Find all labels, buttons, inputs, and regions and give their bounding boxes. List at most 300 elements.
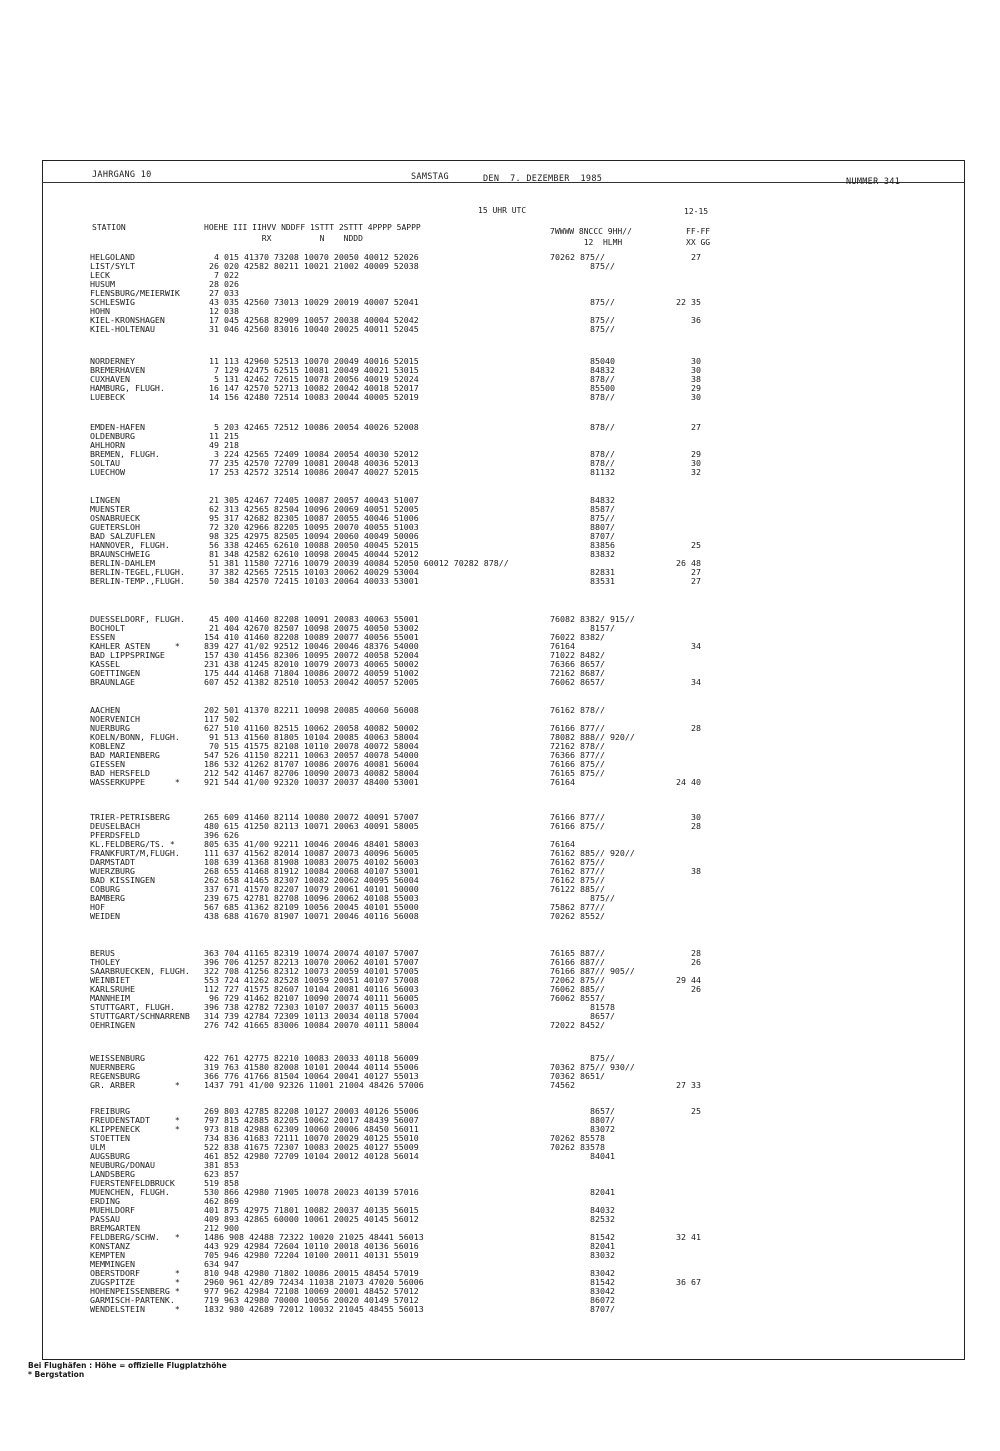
synop-values: 50 384 42570 72415 10103 20064 40033 53001 [204, 576, 419, 586]
cloud-group: 8657/ [590, 1011, 615, 1021]
station-name: HAMBURG, FLUGH. [90, 383, 165, 393]
station-name: ESSEN [90, 632, 115, 642]
synop-values: 72 320 42966 82205 10095 20070 40055 51003 [204, 522, 419, 532]
synop-values: 62 313 42565 82504 10096 20069 40051 52005 [204, 504, 419, 514]
cloud-group: 81542 [590, 1277, 615, 1287]
station-name: ERDING [90, 1196, 120, 1206]
synop-values: 11 215 [204, 431, 239, 441]
synop-values: 2960 961 42/89 72434 11038 21073 47020 56006 [204, 1277, 424, 1287]
synop-values: 366 776 41766 81504 10064 20041 40127 55013 [204, 1071, 419, 1081]
station-name: BERLIN-TEMP.,FLUGH. [90, 576, 185, 586]
station-name: MUENCHEN, FLUGH. [90, 1187, 170, 1197]
station-name: GUETERSLOH [90, 522, 140, 532]
synop-values: 21 305 42467 72405 10087 20057 40043 51007 [204, 495, 419, 505]
synop-values: 37 382 42565 72515 10103 20062 40029 53004 [204, 567, 419, 577]
synop-values: 31 046 42560 83016 10040 20025 40011 52045 [204, 324, 419, 334]
station-name: NOERVENICH [90, 714, 140, 724]
gust-values: 30 [676, 365, 701, 375]
cloud-group: 83531 [590, 576, 615, 586]
weather-group: 76165 875// [550, 768, 605, 778]
gust-values: 26 [676, 984, 701, 994]
cloud-group: 84832 [590, 495, 615, 505]
station-name: HANNOVER, FLUGH. [90, 540, 170, 550]
synop-values: 17 253 42572 32514 10086 20047 40027 52015 [204, 467, 419, 477]
ff-column-subheader: XX GG [686, 238, 711, 247]
station-name: KEMPTEN [90, 1250, 125, 1260]
cloud-group: 83032 [590, 1250, 615, 1260]
weather-group: 70262 83578 [550, 1142, 605, 1152]
synop-values: 4 015 41370 73208 10070 20050 40012 52026 [204, 252, 419, 262]
volume-label: JAHRGANG 10 [92, 170, 152, 180]
cloud-group: 875// [590, 315, 615, 325]
gust-values: 36 [676, 315, 701, 325]
gust-values: 28 [676, 723, 701, 733]
synop-values: 11 113 42960 52513 10070 20049 40016 52015 [204, 356, 419, 366]
gust-values: 25 [676, 1106, 701, 1116]
cloud-group: 8157/ [590, 623, 615, 633]
station-name: AHLHORN [90, 440, 125, 450]
synop-values: 7 129 42475 62515 10081 20049 40021 53015 [204, 365, 419, 375]
weekday-label: SAMSTAG [411, 172, 449, 182]
station-name: FLENSBURG/MEIERWIK [90, 288, 180, 298]
station-name: DEUSELBACH [90, 821, 140, 831]
cloud-group: 83856 [590, 540, 615, 550]
station-name: NUERBURG [90, 723, 130, 733]
weather-group: 72022 8452/ [550, 1020, 605, 1030]
synop-values: 117 502 [204, 714, 239, 724]
synop-values: 21 404 42670 82507 10098 20075 40050 53002 [204, 623, 419, 633]
synop-values: 81 348 42582 62610 10098 20045 40044 52012 [204, 549, 419, 559]
synop-values: 705 946 42980 72204 10100 20011 40131 55019 [204, 1250, 419, 1260]
station-name: FELDBERG/SCHW. * [90, 1232, 180, 1242]
gust-values: 32 41 [676, 1232, 701, 1242]
synop-values: 1832 980 42689 72012 10032 21045 48455 56013 [204, 1304, 424, 1314]
synop-values: 154 410 41460 82208 10089 20077 40056 55001 [204, 632, 419, 642]
gust-values: 30 [676, 392, 701, 402]
station-name: WEISSENBURG [90, 1053, 145, 1063]
gust-values: 28 [676, 821, 701, 831]
weather-group: 76164 [550, 777, 575, 787]
weather-group: 70362 875// 930// [550, 1062, 635, 1072]
weather-group: 71022 8482/ [550, 650, 605, 660]
station-name: FUERSTENFELDBRUCK [90, 1178, 175, 1188]
station-name: REGENSBURG [90, 1071, 140, 1081]
synop-values: 634 947 [204, 1259, 239, 1269]
station-name: DUESSELDORF, FLUGH. [90, 614, 185, 624]
synop-values: 276 742 41665 83006 10084 20070 40111 58004 [204, 1020, 419, 1030]
station-name: LECK [90, 270, 110, 280]
synop-values: 112 727 41575 82607 10104 20081 40116 56003 [204, 984, 419, 994]
gust-values: 30 [676, 812, 701, 822]
station-name: HUSUM [90, 279, 115, 289]
gust-values: 30 [676, 458, 701, 468]
weather-group: 76166 875// [550, 821, 605, 831]
synop-values: 553 724 41262 82528 10059 20051 40107 57008 [204, 975, 419, 985]
ff-column-header: FF-FF [686, 227, 711, 236]
synop-values: 322 708 41256 82312 10073 20059 40101 57005 [204, 966, 419, 976]
synop-values: 108 639 41368 81908 10083 20075 40102 56003 [204, 857, 419, 867]
weather-group: 76062 8657/ [550, 677, 605, 687]
station-name: OBERSTDORF * [90, 1268, 180, 1278]
station-name: MUEHLDORF [90, 1205, 135, 1215]
date-label: DEN 7. DEZEMBER 1985 [483, 174, 603, 184]
weather-group: 78082 888// 920// [550, 732, 635, 742]
synop-values: 269 803 42785 82208 10127 20003 40126 55006 [204, 1106, 419, 1116]
synop-values: 56 338 42465 62610 10088 20050 40045 52015 [204, 540, 419, 550]
synop-values: 45 400 41460 82208 10091 20083 40063 55001 [204, 614, 419, 624]
weather-group: 76062 8557/ [550, 993, 605, 1003]
synop-values: 443 929 42984 72604 10110 20018 40136 56016 [204, 1241, 419, 1251]
cloud-group: 875// [590, 513, 615, 523]
synop-values: 157 430 41456 82306 10095 20072 40058 52004 [204, 650, 419, 660]
station-name: KONSTANZ [90, 1241, 130, 1251]
weather-group: 76082 8382/ 915// [550, 614, 635, 624]
synop-values: 396 706 41257 82213 10070 20062 40101 57007 [204, 957, 419, 967]
synop-values: 175 444 41468 71804 10086 20072 40059 51002 [204, 668, 419, 678]
station-name: WEINBIET [90, 975, 130, 985]
station-name: BRAUNSCHWEIG [90, 549, 150, 559]
synop-values: 396 738 42782 72303 10107 20037 40115 56003 [204, 1002, 419, 1012]
cloud-group: 81578 [590, 1002, 615, 1012]
station-name: NEUBURG/DONAU [90, 1160, 155, 1170]
ff-range-label: 12-15 [684, 207, 709, 216]
weather-group: 70262 875// [550, 252, 605, 262]
cloud-group: 875// [590, 1053, 615, 1063]
synop-values: 522 838 41675 72307 10083 20025 40127 55009 [204, 1142, 419, 1152]
weather-group: 72062 875// [550, 975, 605, 985]
gust-values: 27 [676, 422, 701, 432]
station-name: BERLIN-DAHLEM [90, 558, 155, 568]
gust-values: 27 [676, 576, 701, 586]
weather-group: 76162 878// [550, 705, 605, 715]
station-name: GIESSEN [90, 759, 125, 769]
cloud-group: 84032 [590, 1205, 615, 1215]
synop-values: 17 045 42568 82909 10057 20038 40004 52042 [204, 315, 419, 325]
station-name: FREUDENSTADT * [90, 1115, 180, 1125]
synop-values: 797 815 42885 82205 10062 20017 48439 56007 [204, 1115, 419, 1125]
weather-group: 72162 878// [550, 741, 605, 751]
synop-values: 70 515 41575 82108 10110 20078 40072 58004 [204, 741, 419, 751]
synop-values: 462 869 [204, 1196, 239, 1206]
synop-values: 438 688 41670 81907 10071 20046 40116 56008 [204, 911, 419, 921]
cloud-group: 8587/ [590, 504, 615, 514]
synop-values: 5 131 42462 72615 10078 20056 40019 52024 [204, 374, 419, 384]
station-name: FRANKFURT/M,FLUGH. [90, 848, 180, 858]
station-name: HOF [90, 902, 105, 912]
station-name: KAHLER ASTEN * [90, 641, 180, 651]
cloud-group: 8657/ [590, 1106, 615, 1116]
station-name: PFERDSFELD [90, 830, 140, 840]
cloud-group: 83832 [590, 549, 615, 559]
weather-group: 76166 877// [550, 723, 605, 733]
synop-values: 28 026 [204, 279, 239, 289]
station-name: THOLEY [90, 957, 120, 967]
synop-values: 16 147 42570 52713 10082 20042 40018 52017 [204, 383, 419, 393]
station-name: LANDSBERG [90, 1169, 135, 1179]
gust-values: 24 40 [676, 777, 701, 787]
station-name: BRAUNLAGE [90, 677, 135, 687]
synop-values: 461 852 42980 72709 10104 20012 40128 56014 [204, 1151, 419, 1161]
synop-values: 231 438 41245 82010 10079 20073 40065 50002 [204, 659, 419, 669]
main-column-header: HOEHE III IIHVV NDDFF 1STTT 2STTT 4PPPP 5APPP [204, 223, 421, 232]
station-name: WUERZBURG [90, 866, 135, 876]
gust-values: 28 [676, 948, 701, 958]
synop-values: 314 739 42784 72309 10113 20034 40118 57004 [204, 1011, 419, 1021]
station-name: DARMSTADT [90, 857, 135, 867]
station-name: CUXHAVEN [90, 374, 130, 384]
station-name: OSNABRUECK [90, 513, 140, 523]
station-name: AUGSBURG [90, 1151, 130, 1161]
station-name: SOLTAU [90, 458, 120, 468]
gust-values: 38 [676, 866, 701, 876]
station-column-header: STATION [92, 223, 126, 232]
station-name: KLIPPENECK * [90, 1124, 180, 1134]
cloud-group: 86072 [590, 1295, 615, 1305]
synop-values: 91 513 41560 81805 10104 20085 40063 58004 [204, 732, 419, 742]
station-name: KIEL-HOLTENAU [90, 324, 155, 334]
cloud-group: 83042 [590, 1286, 615, 1296]
synop-values: 810 948 42980 71802 10086 20015 48454 57019 [204, 1268, 419, 1278]
station-name: BAD MARIENBERG [90, 750, 160, 760]
station-name: SCHLESWIG [90, 297, 135, 307]
synop-values: 547 526 41150 82211 10063 20057 40078 54000 [204, 750, 419, 760]
cloud-group: 82831 [590, 567, 615, 577]
cloud-group: 875// [590, 261, 615, 271]
synop-values: 265 609 41460 82114 10080 20072 40091 57007 [204, 812, 419, 822]
synop-values: 77 235 42570 72709 10081 20048 40036 52013 [204, 458, 419, 468]
weather-group: 76022 8382/ [550, 632, 605, 642]
gust-values: 27 [676, 252, 701, 262]
cloud-group: 8707/ [590, 531, 615, 541]
cloud-group: 82041 [590, 1241, 615, 1251]
station-name: BREMEN, FLUGH. [90, 449, 160, 459]
weather-group: 76164 [550, 839, 575, 849]
station-name: STUTTGART, FLUGH. [90, 1002, 175, 1012]
weather-column-header: 7WWWW 8NCCC 9HH// [550, 227, 632, 236]
weather-group: 76122 885// [550, 884, 605, 894]
synop-values: 719 963 42980 70000 10056 20020 40149 57012 [204, 1295, 419, 1305]
cloud-group: 878// [590, 422, 615, 432]
station-name: MUENSTER [90, 504, 130, 514]
weather-group: 76366 877// [550, 750, 605, 760]
station-name: KARLSRUHE [90, 984, 135, 994]
weather-group: 75862 877// [550, 902, 605, 912]
cloud-group: 83072 [590, 1124, 615, 1134]
synop-values: 519 858 [204, 1178, 239, 1188]
cloud-group: 875// [590, 324, 615, 334]
synop-values: 623 857 [204, 1169, 239, 1179]
weather-group: 72162 8687/ [550, 668, 605, 678]
synop-values: 422 761 42775 82210 10083 20033 40118 56009 [204, 1053, 419, 1063]
station-name: MEMMINGEN [90, 1259, 135, 1269]
station-name: KOELN/BONN, FLUGH. [90, 732, 180, 742]
footnote-mountain-station: * Bergstation [28, 1370, 85, 1379]
station-name: ZUGSPITZE * [90, 1277, 180, 1287]
station-name: HOHN [90, 306, 110, 316]
station-name: NORDERNEY [90, 356, 135, 366]
station-name: BREMGARTEN [90, 1223, 140, 1233]
gust-values: 32 [676, 467, 701, 477]
synop-values: 363 704 41165 82319 10074 20074 40107 57007 [204, 948, 419, 958]
synop-values: 977 962 42984 72108 10069 20001 48452 57012 [204, 1286, 419, 1296]
station-name: LINGEN [90, 495, 120, 505]
station-name: OLDENBURG [90, 431, 135, 441]
synop-values: 95 317 42682 82305 10087 20055 40046 51006 [204, 513, 419, 523]
station-name: SAARBRUECKEN, FLUGH. [90, 966, 190, 976]
utc-time-label: 15 UHR UTC [478, 206, 527, 215]
station-name: LIST/SYLT [90, 261, 135, 271]
station-name: BAD KISSINGEN [90, 875, 155, 885]
cloud-group: 878// [590, 458, 615, 468]
cloud-group: 8807/ [590, 1115, 615, 1125]
station-name: BERUS [90, 948, 115, 958]
station-name: BREMERHAVEN [90, 365, 145, 375]
synop-values: 607 452 41382 82510 10053 20042 40057 52005 [204, 677, 419, 687]
gust-values: 36 67 [676, 1277, 701, 1287]
weather-group: 76165 887// [550, 948, 605, 958]
station-name: KASSEL [90, 659, 120, 669]
weather-group: 76162 885// 920// [550, 848, 635, 858]
cloud-group: 81542 [590, 1232, 615, 1242]
synop-values: 1486 908 42488 72322 10020 21025 48441 56013 [204, 1232, 424, 1242]
gust-values: 29 44 [676, 975, 701, 985]
synop-values: 839 427 41/02 92512 10046 20046 48376 54000 [204, 641, 419, 651]
synop-values: 111 637 41562 82014 10087 20073 40096 56005 [204, 848, 419, 858]
weather-group: 70362 8651/ [550, 1071, 605, 1081]
station-name: STOETTEN [90, 1133, 130, 1143]
station-name: OEHRINGEN [90, 1020, 135, 1030]
synop-values: 239 675 42781 82708 10096 20062 40108 55003 [204, 893, 419, 903]
synop-values: 3 224 42565 72409 10084 20054 40030 52012 [204, 449, 419, 459]
synop-values: 7 022 [204, 270, 239, 280]
cloud-group: 83042 [590, 1268, 615, 1278]
weather-group: 74562 [550, 1080, 575, 1090]
cloud-group: 82041 [590, 1187, 615, 1197]
cloud-group: 82532 [590, 1214, 615, 1224]
gust-values: 22 35 [676, 297, 701, 307]
station-name: BAD HERSFELD [90, 768, 150, 778]
cloud-group: 878// [590, 392, 615, 402]
synop-values: 14 156 42480 72514 10083 20044 40005 52019 [204, 392, 419, 402]
gust-values: 26 [676, 957, 701, 967]
cloud-group: 8707/ [590, 1304, 615, 1314]
station-name: EMDEN-HAFEN [90, 422, 145, 432]
synop-values: 212 542 41467 82706 10090 20073 40082 58004 [204, 768, 419, 778]
gust-values: 27 [676, 567, 701, 577]
synop-values: 805 635 41/00 92211 10046 20046 48401 58003 [204, 839, 419, 849]
synop-values: 96 729 41462 82107 10090 20074 40111 56005 [204, 993, 419, 1003]
station-name: HELGOLAND [90, 252, 135, 262]
station-name: BAMBERG [90, 893, 125, 903]
weather-group: 76166 877// [550, 812, 605, 822]
station-name: GR. ARBER * [90, 1080, 180, 1090]
station-name: LUECHOW [90, 467, 125, 477]
cloud-group: 81132 [590, 467, 615, 477]
station-name: WASSERKUPPE * [90, 777, 180, 787]
synop-values: 973 818 42988 62309 10060 20006 48450 56011 [204, 1124, 419, 1134]
gust-values: 30 [676, 356, 701, 366]
cloud-group: 85040 [590, 356, 615, 366]
synop-values: 409 893 42865 60000 10061 20025 40145 56012 [204, 1214, 419, 1224]
footnote-airports: Bei Flughäfen : Höhe = offizielle Flugplatzhöhe [28, 1361, 227, 1370]
synop-values: 26 020 42582 80211 10021 21002 40009 52038 [204, 261, 419, 271]
station-name: KIEL-KRONSHAGEN [90, 315, 165, 325]
synop-values: 202 501 41370 82211 10098 20085 40060 56008 [204, 705, 419, 715]
synop-values: 12 038 [204, 306, 239, 316]
cloud-group: 875// [590, 893, 615, 903]
gust-values: 26 48 [676, 558, 701, 568]
station-name: KL.FELDBERG/TS. * [90, 839, 175, 849]
gust-values: 27 33 [676, 1080, 701, 1090]
weather-group: 70262 85578 [550, 1133, 605, 1143]
station-name: AACHEN [90, 705, 120, 715]
station-name: GARMISCH-PARTENK. [90, 1295, 175, 1305]
station-name: STUTTGART/SCHNARRENB [90, 1011, 190, 1021]
synop-values: 5 203 42465 72512 10086 20054 40026 52008 [204, 422, 419, 432]
weather-group: 76166 887// 905// [550, 966, 635, 976]
weather-group: 76166 887// [550, 957, 605, 967]
weather-group: 76162 877// [550, 866, 605, 876]
station-name: WEIDEN [90, 911, 120, 921]
station-name: MANNHEIM [90, 993, 130, 1003]
issue-number: NUMMER 341 [846, 177, 901, 187]
station-name: TRIER-PETRISBERG [90, 812, 170, 822]
cloud-group: 878// [590, 449, 615, 459]
gust-values: 34 [676, 677, 701, 687]
synop-values: 27 033 [204, 288, 239, 298]
gust-values: 34 [676, 641, 701, 651]
synop-values: 43 035 42560 73013 10029 20019 40007 52041 [204, 297, 419, 307]
weather-column-subheader: 12 HLMH [550, 238, 623, 247]
synop-values: 212 900 [204, 1223, 239, 1233]
synop-values: 396 626 [204, 830, 239, 840]
synop-values: 186 532 41262 81707 10086 20076 40081 56004 [204, 759, 419, 769]
synop-values: 49 218 [204, 440, 239, 450]
synop-values: 262 658 41465 82307 10082 20062 40095 56004 [204, 875, 419, 885]
synop-values: 1437 791 41/00 92326 11001 21004 48426 57006 [204, 1080, 424, 1090]
synop-values: 337 671 41570 82207 10079 20061 40101 50000 [204, 884, 419, 894]
station-name: KOBLENZ [90, 741, 125, 751]
gust-values: 29 [676, 449, 701, 459]
station-name: BOCHOLT [90, 623, 125, 633]
synop-values: 51 381 11580 72716 10079 20039 40084 52050 60012 70282 878// [204, 558, 509, 568]
weather-group: 76164 [550, 641, 575, 651]
station-name: GOETTINGEN [90, 668, 140, 678]
weather-group: 76366 8657/ [550, 659, 605, 669]
station-name: BERLIN-TEGEL,FLUGH. [90, 567, 185, 577]
station-name: ULM [90, 1142, 105, 1152]
station-name: BAD SALZUFLEN [90, 531, 155, 541]
synop-values: 530 866 42980 71905 10078 20023 40139 57016 [204, 1187, 419, 1197]
station-name: HOHENPEISSENBERG * [90, 1286, 180, 1296]
table-frame [42, 160, 965, 1360]
synop-values: 567 685 41362 82109 10056 20045 40101 55000 [204, 902, 419, 912]
synop-values: 921 544 41/00 92320 10037 20037 48400 53001 [204, 777, 419, 787]
main-column-subheader: RX N NDDD [204, 234, 363, 243]
station-name: FREIBURG [90, 1106, 130, 1116]
cloud-group: 85500 [590, 383, 615, 393]
weather-group: 76162 875// [550, 875, 605, 885]
weather-group: 70262 8552/ [550, 911, 605, 921]
synop-values: 734 836 41683 72111 10070 20029 40125 55010 [204, 1133, 419, 1143]
cloud-group: 84041 [590, 1151, 615, 1161]
synop-values: 480 615 41250 82113 10071 20063 40091 58005 [204, 821, 419, 831]
station-name: BAD LIPPSPRINGE [90, 650, 165, 660]
cloud-group: 8807/ [590, 522, 615, 532]
cloud-group: 875// [590, 297, 615, 307]
weather-group: 76062 885// [550, 984, 605, 994]
synop-values: 627 510 41160 82515 10062 20058 40082 50002 [204, 723, 419, 733]
